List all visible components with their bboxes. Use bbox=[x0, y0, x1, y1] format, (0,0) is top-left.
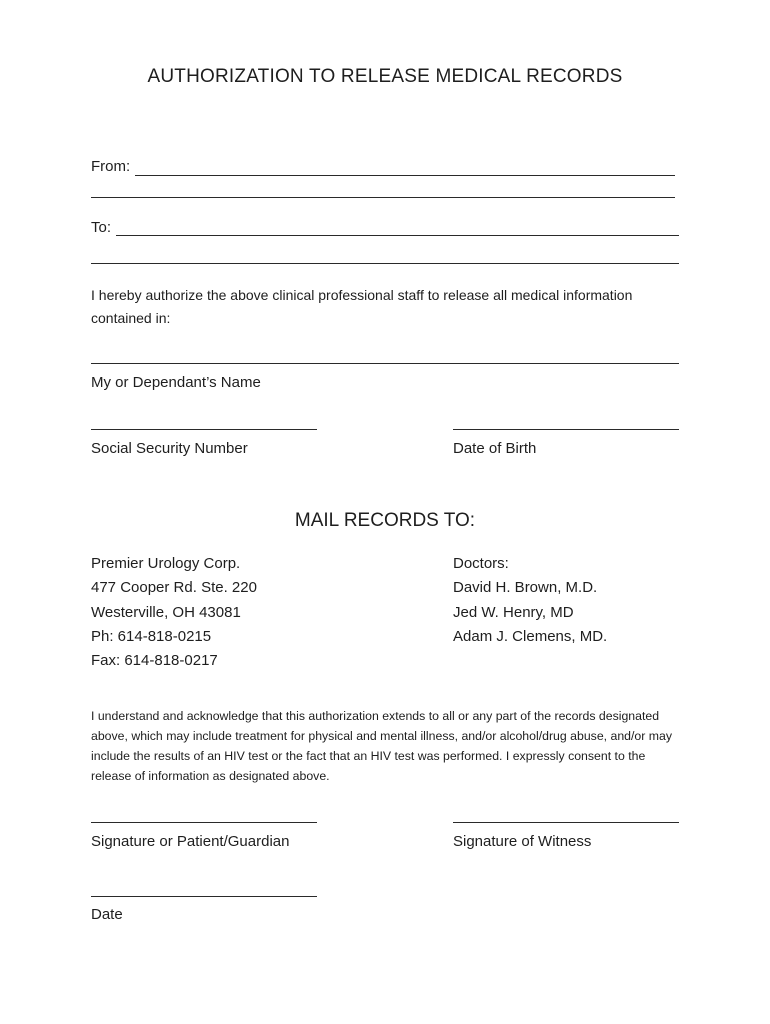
doctor-name: Jed W. Henry, MD bbox=[453, 603, 574, 621]
doctors-heading: Doctors: bbox=[453, 555, 509, 572]
mail-records-heading: MAIL RECORDS TO: bbox=[294, 510, 476, 531]
practice-address-line-2: Westerville, OH 43081 bbox=[91, 603, 241, 621]
date-line[interactable] bbox=[91, 896, 317, 897]
practice-phone: Ph: 614-818-0215 bbox=[91, 627, 212, 645]
from-line-1[interactable] bbox=[135, 175, 675, 176]
name-line[interactable] bbox=[91, 363, 679, 364]
practice-name: Premier Urology Corp. bbox=[91, 555, 241, 572]
name-label: My or Dependant’s Name bbox=[91, 374, 261, 391]
authorize-paragraph: I hereby authorize the above clinical professional staff to release all medical information contained in: bbox=[91, 287, 633, 326]
doctor-name: David H. Brown, M.D. bbox=[453, 579, 598, 597]
doctors-block bbox=[453, 552, 607, 649]
to-line-1[interactable] bbox=[116, 235, 679, 236]
from-line-2[interactable] bbox=[91, 197, 636, 198]
ssn-line[interactable] bbox=[91, 429, 317, 430]
patient-signature-line[interactable] bbox=[91, 822, 317, 823]
dob-line[interactable] bbox=[453, 429, 679, 430]
to-label: To: bbox=[91, 219, 112, 236]
ssn-label: Social Security Number bbox=[91, 440, 248, 457]
from-line-2-end bbox=[635, 197, 675, 198]
to-line-2[interactable] bbox=[91, 263, 679, 264]
witness-signature-label: Signature of Witness bbox=[453, 833, 592, 850]
practice-address-block bbox=[91, 552, 257, 673]
practice-address-line-1: 477 Cooper Rd. Ste. 220 bbox=[91, 579, 257, 597]
form-title: AUTHORIZATION TO RELEASE MEDICAL RECORDS bbox=[147, 66, 623, 87]
doctor-name: Adam J. Clemens, MD. bbox=[453, 627, 608, 645]
consent-paragraph: I understand and acknowledge that this authorization extends to all or any part of the records designated above, which may include treatment for physical and mental illness, and/or alcohol/drug abuse, and/or may include the results of an HIV test or the fact that an HIV test was performed. I expressly consent to the release of information as designated above. bbox=[91, 709, 673, 783]
date-label: Date bbox=[91, 906, 123, 923]
witness-signature-line[interactable] bbox=[453, 822, 679, 823]
practice-fax: Fax: 614-818-0217 bbox=[91, 652, 218, 670]
patient-signature-label: Signature or Patient/Guardian bbox=[91, 833, 290, 850]
dob-label: Date of Birth bbox=[453, 440, 537, 457]
from-label: From: bbox=[91, 158, 131, 175]
